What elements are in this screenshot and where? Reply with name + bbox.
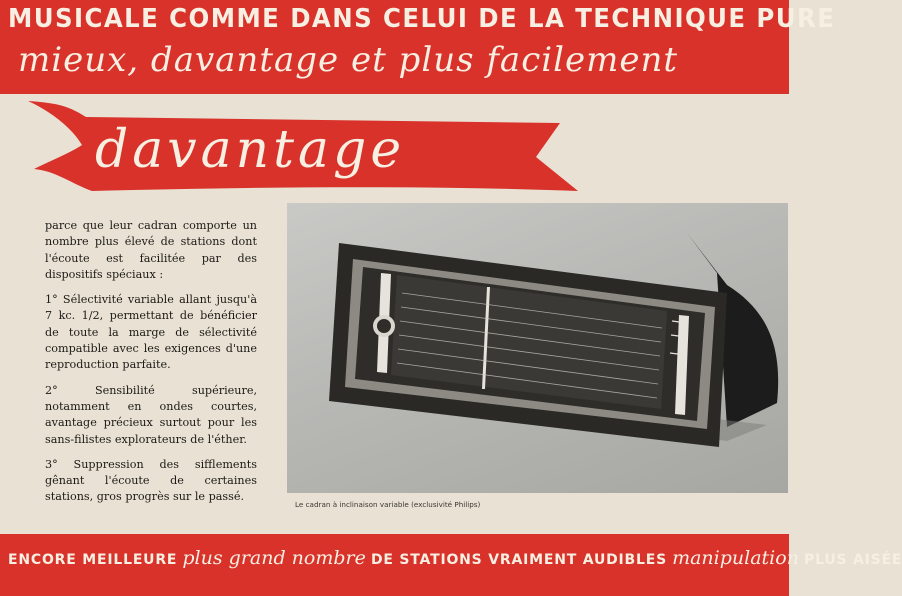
paragraph-sensitivity: 2° Sensibilité supérieure, notamment en ondes courtes, avantage précieux surtout pour les sans-filistes explorateurs de l'éther. — [45, 383, 257, 446]
radio-dial-photo — [287, 203, 788, 493]
headline: MUSICALE COMME DANS CELUI DE LA TECHNIQUE PURE — [8, 4, 836, 34]
body-text — [45, 218, 257, 515]
footer-part-4: manipulation — [672, 547, 799, 569]
footer-part-2: plus grand nombre — [182, 547, 366, 569]
script-subtitle: mieux, davantage et plus facilement — [18, 40, 679, 80]
footer-slogan — [8, 547, 902, 569]
banner-word: davantage — [95, 120, 406, 180]
footer-part-3: DE STATIONS VRAIMENT AUDIBLES — [370, 552, 667, 568]
paragraph-whistle: 3° Suppression des sifflements gênant l'écoute de certaines stations, gros progrès sur le passé. — [45, 457, 257, 504]
footer-part-1: ENCORE MEILLEURE — [8, 552, 178, 568]
paragraph-intro: parce que leur cadran comporte un nombre plus élevé de stations dont l'écoute est facilitée par des dispositifs spéciaux : — [45, 219, 257, 281]
radio-dial-illustration — [287, 203, 788, 493]
photo-caption: Le cadran à inclinaison variable (exclusivité Philips) — [295, 500, 481, 509]
footer-part-5: PLUS AISÉE — [804, 552, 902, 568]
paragraph-selectivity: 1° Sélectivité variable allant jusqu'à 7 kc. 1/2, permettant de bénéficier de toute la marge de sélectivité compatible avec les exigences d'une reproduction parfaite. — [45, 293, 257, 372]
